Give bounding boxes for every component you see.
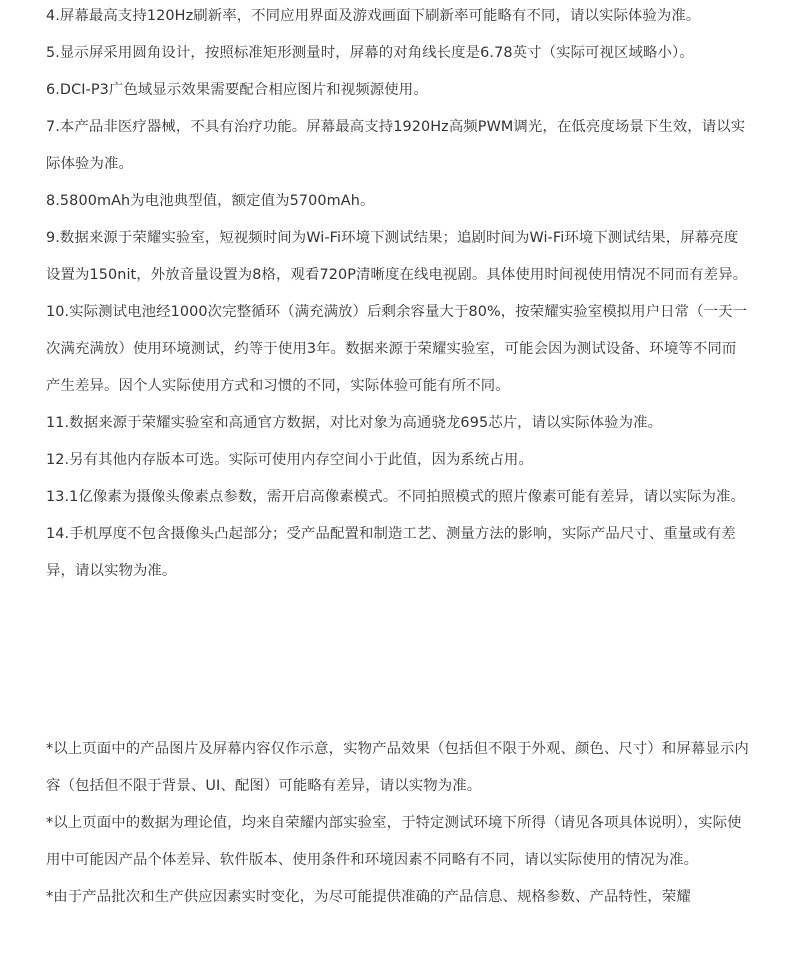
footnote-12: 12.另有其他内存版本可选。实际可使用内存空间小于此值，因为系统占用。 (46, 452, 533, 468)
footnote-14: 14.手机厚度不包含摄像头凸起部分；受产品配置和制造工艺、测量方法的影响，实际产品尺寸、重量或有差异，请以实物为准。 (46, 526, 736, 579)
disclaimer-data: *以上页面中的数据为理论值，均来自荣耀内部实验室，于特定测试环境下所得（请见各项具体说明），实际使用中可能因产品个体差异、软件版本、使用条件和环境因素不同略有不同，请以实际使用的情况为准。 (46, 815, 742, 868)
disclaimer-images: *以上页面中的产品图片及屏幕内容仅作示意，实物产品效果（包括但不限于外观、颜色、尺寸）和屏幕显示内容（包括但不限于背景、UI、配图）可能略有差异，请以实物为准。 (46, 741, 749, 794)
footnote-8: 8.5800mAh为电池典型值，额定值为5700mAh。 (46, 193, 375, 209)
disclaimer-list (46, 731, 750, 916)
footnote-5: 5.显示屏采用圆角设计，按照标准矩形测量时，屏幕的对角线长度是6.78英寸（实际可视区域略小）。 (46, 45, 694, 61)
disclaimer-batch: *由于产品批次和生产供应因素实时变化，为尽可能提供准确的产品信息、规格参数、产品特性，荣耀 (46, 889, 691, 905)
footnotes-list (46, 0, 750, 590)
footnote-4: 4.屏幕最高支持120Hz刷新率，不同应用界面及游戏画面下刷新率可能略有不同，请以实际体验为准。 (46, 8, 701, 24)
footnote-9: 9.数据来源于荣耀实验室，短视频时间为Wi-Fi环境下测试结果；追剧时间为Wi-Fi环境下测试结果，屏幕亮度设置为150nit，外放音量设置为8格，观看720P清晰度在线电视剧。具体使用时间视使用情况不同而有差异。 (46, 230, 748, 283)
footnote-6: 6.DCI-P3广色域显示效果需要配合相应图片和视频源使用。 (46, 82, 428, 98)
footnote-10: 10.实际测试电池经1000次完整循环（满充满放）后剩余容量大于80%，按荣耀实验室模拟用户日常（一天一次满充满放）使用环境测试，约等于使用3年。数据来源于荣耀实验室，可能会因为测试设备、环境等不同而产生差异。因个人实际使用方式和习惯的不同，实际体验可能有所不同。 (46, 304, 748, 394)
footnote-13: 13.1亿像素为摄像头像素点参数，需开启高像素模式。不同拍照模式的照片像素可能有差异，请以实际为准。 (46, 489, 746, 505)
footnote-11: 11.数据来源于荣耀实验室和高通官方数据，对比对象为高通骁龙695芯片，请以实际体验为准。 (46, 415, 663, 431)
footnote-7: 7.本产品非医疗器械，不具有治疗功能。屏幕最高支持1920Hz高频PWM调光，在低亮度场景下生效，请以实际体验为准。 (46, 119, 746, 172)
